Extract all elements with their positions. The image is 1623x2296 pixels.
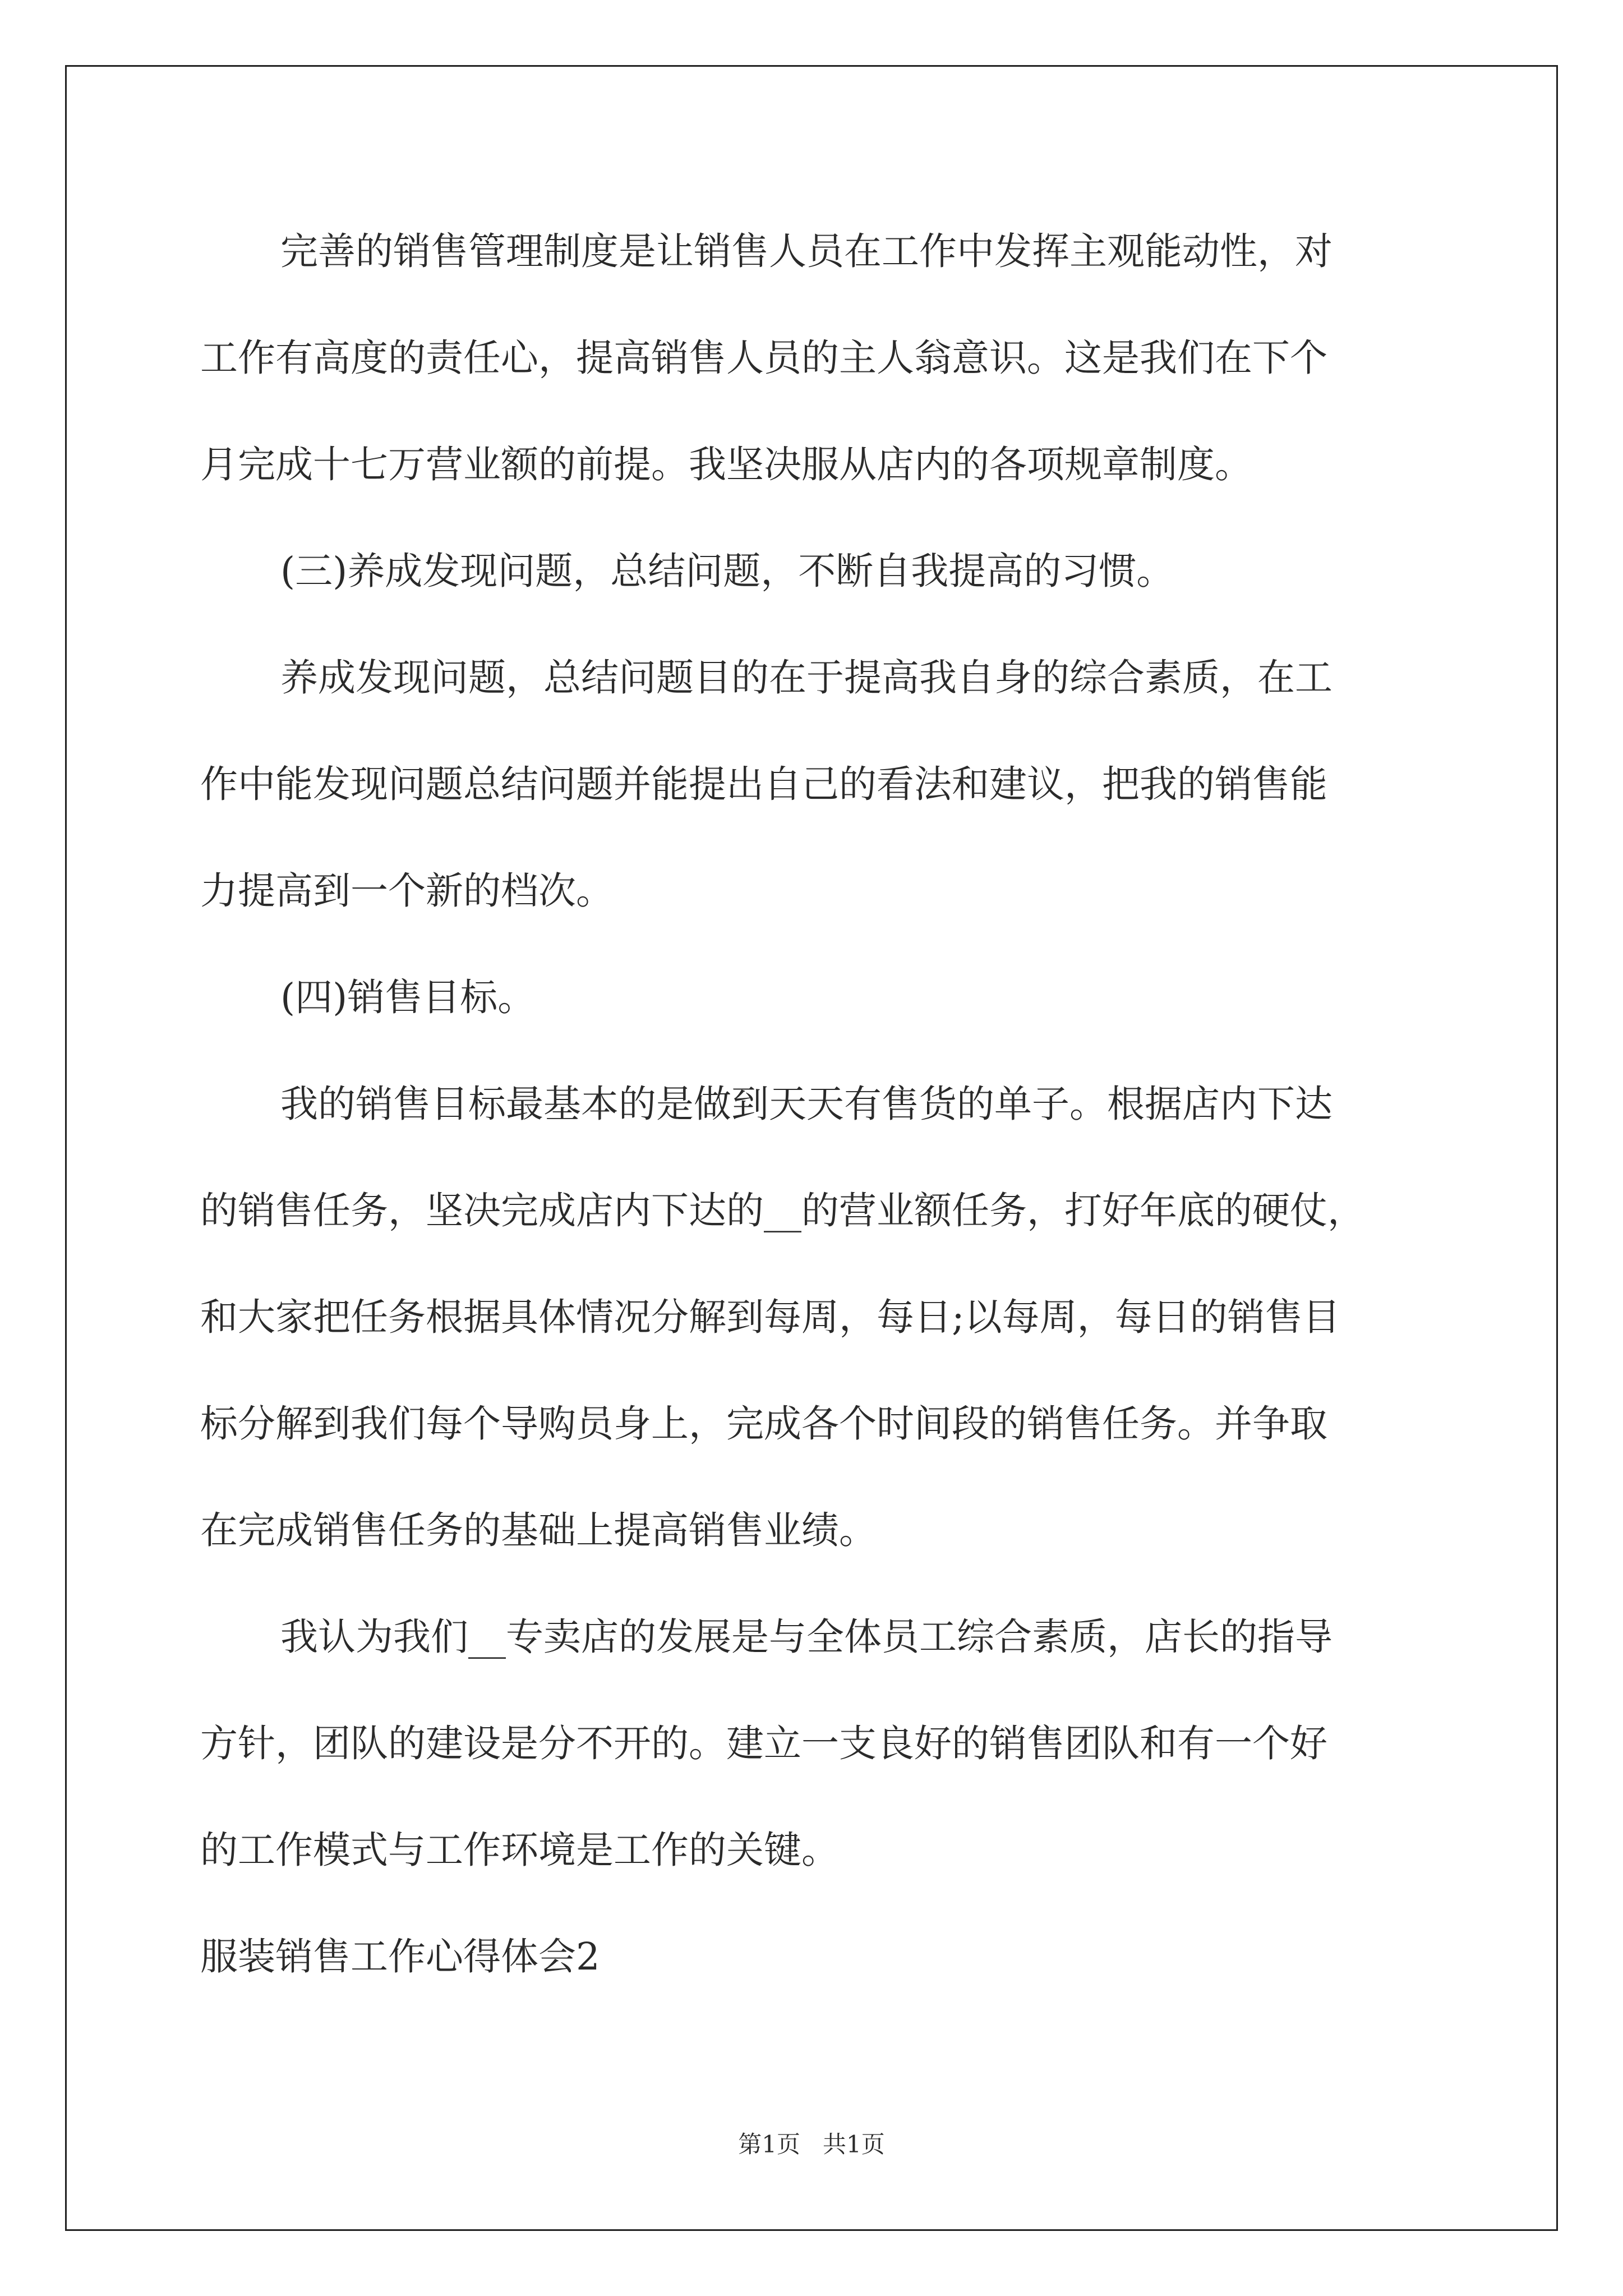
section-heading: (三)养成发现问题，总结问题，不断自我提高的习惯。 xyxy=(280,549,1174,593)
paragraph-line: 和大家把任务根据具体情况分解到每周，每日;以每周，每日的销售目 xyxy=(200,1295,1340,1339)
paragraph-line: 的工作模式与工作环境是工作的关键。 xyxy=(200,1828,839,1872)
paragraph-line: 标分解到我们每个导购员身上，完成各个时间段的销售任务。并争取 xyxy=(200,1402,1327,1446)
paragraph-line: 力提高到一个新的档次。 xyxy=(200,869,614,913)
paragraph-line: 我认为我们__专卖店的发展是与全体员工综合素质，店长的指导 xyxy=(280,1615,1332,1659)
paragraph-line: 我的销售目标最基本的是做到天天有售货的单子。根据店内下达 xyxy=(280,1082,1332,1126)
document-title: 服装销售工作心得体会2 xyxy=(200,1935,600,1978)
paragraph-line: 月完成十七万营业额的前提。我坚决服从店内的各项规章制度。 xyxy=(200,443,1252,486)
paragraph-line: 方针，团队的建设是分不开的。建立一支良好的销售团队和有一个好 xyxy=(200,1722,1327,1765)
paragraph-line: 在完成销售任务的基础上提高销售业绩。 xyxy=(200,1508,877,1552)
paragraph-line: 养成发现问题，总结问题目的在于提高我自身的综合素质，在工 xyxy=(280,656,1332,700)
page-footer: 第1页 共1页 xyxy=(738,2131,885,2158)
paragraph-line: 完善的销售管理制度是让销售人员在工作中发挥主观能动性，对 xyxy=(280,229,1332,273)
section-heading: (四)销售目标。 xyxy=(280,976,536,1019)
paragraph-line: 作中能发现问题总结问题并能提出自己的看法和建议，把我的销售能 xyxy=(200,762,1327,806)
page-border xyxy=(65,65,1558,2231)
paragraph-line: 的销售任务，坚决完成店内下达的__的营业额任务，打好年底的硬仗， xyxy=(200,1189,1365,1232)
paragraph-line: 工作有高度的责任心，提高销售人员的主人翁意识。这是我们在下个 xyxy=(200,336,1327,380)
